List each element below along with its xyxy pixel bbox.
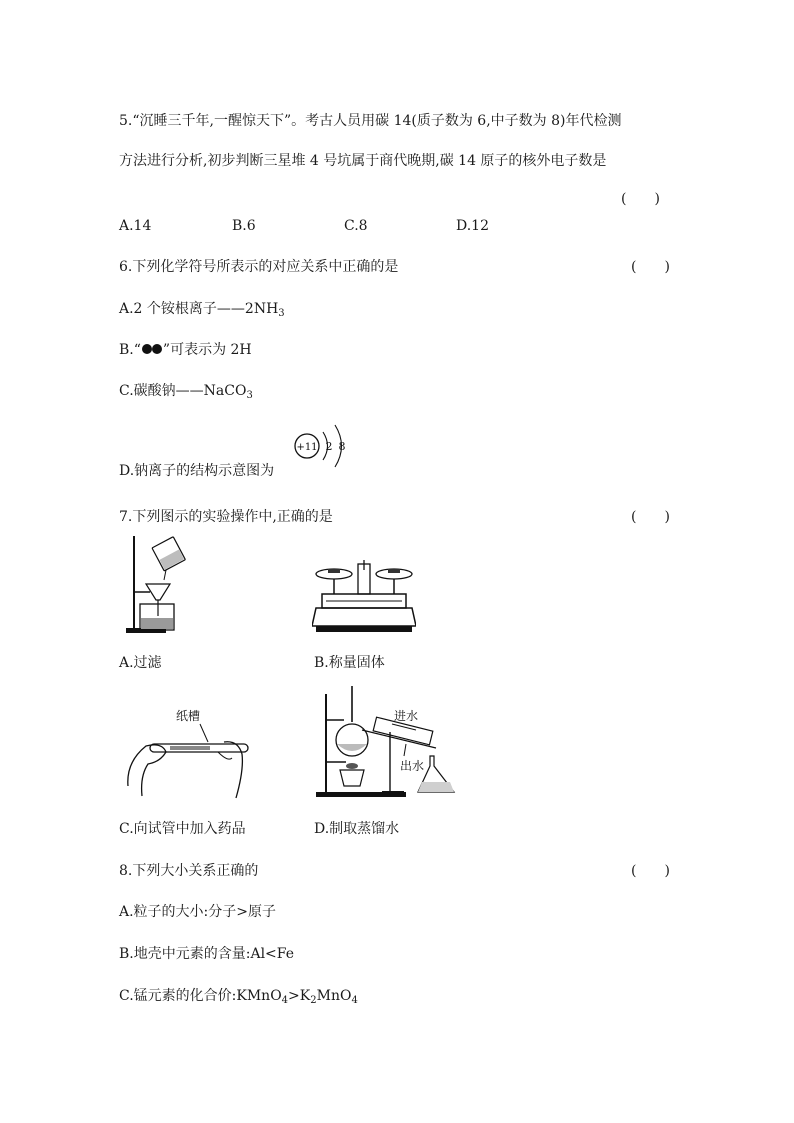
q7-stem: 7.下列图示的实验操作中,正确的是 <box>119 509 333 525</box>
two-atoms-icon <box>141 343 163 355</box>
ion-shell2-electrons: 8 <box>338 440 346 453</box>
sodium-ion-structure-diagram <box>292 420 358 476</box>
q6-option-b-pre: B.“ <box>119 342 141 358</box>
label-water-out: 出水 <box>400 759 425 773</box>
q6-option-c <box>119 380 253 401</box>
q8-option-b: B.地壳中元素的含量:Al<Fe <box>119 946 295 962</box>
q6-option-b <box>119 339 252 359</box>
q8-answer-paren: ( ) <box>631 863 670 879</box>
ion-nucleus-charge: +11 <box>296 442 318 453</box>
q6-option-a-text: A.2 个铵根离子——2NH <box>119 301 279 317</box>
q5-option-b: B.6 <box>232 218 256 234</box>
q8-stem: 8.下列大小关系正确的 <box>119 863 259 879</box>
q5-stem-line2: 方法进行分析,初步判断三星堆 4 号坑属于商代晚期,碳 14 原子的核外电子数是 <box>119 153 607 169</box>
q7-caption-d: D.制取蒸馏水 <box>314 821 400 837</box>
q6-option-c-text: C.碳酸钠——NaCO <box>119 383 247 399</box>
label-paper-trough: 纸槽 <box>176 709 201 723</box>
q5-stem-line1: 5.“沉睡三千年,一醒惊天下”。考古人员用碳 14(质子数为 6,中子数为 8)年代检测 <box>119 113 622 129</box>
q8-option-c-mid: >K <box>288 988 311 1004</box>
q6-answer-paren: ( ) <box>631 259 670 275</box>
balance-figure <box>312 560 416 636</box>
q6-option-d: D.钠离子的结构示意图为 <box>119 463 275 479</box>
q6-option-a-sub: 3 <box>278 308 285 319</box>
q8-option-a: A.粒子的大小:分子>原子 <box>119 904 277 920</box>
q5-option-d: D.12 <box>456 218 489 234</box>
q5-answer-paren: ( ) <box>621 191 660 207</box>
q5-option-c: C.8 <box>344 218 368 234</box>
q8-option-c <box>119 985 358 1006</box>
q6-stem: 6.下列化学符号所表示的对应关系中正确的是 <box>119 259 399 275</box>
ion-shell1-electrons: 2 <box>325 440 333 453</box>
q7-answer-paren: ( ) <box>631 509 670 525</box>
q8-option-c-sub2: 2 <box>310 995 317 1006</box>
q7-caption-b: B.称量固体 <box>314 655 385 671</box>
q8-option-c-mid2: MnO <box>316 988 352 1004</box>
q8-option-c-pre: C.锰元素的化合价:KMnO <box>119 988 282 1004</box>
q8-option-c-sub3: 4 <box>351 995 358 1006</box>
q6-option-a <box>119 298 285 319</box>
q6-option-c-sub: 3 <box>246 390 253 401</box>
q8-option-c-sub1: 4 <box>281 995 289 1006</box>
q7-caption-c: C.向试管中加入药品 <box>119 821 246 837</box>
q5-option-a: A.14 <box>119 218 152 234</box>
distillation-figure <box>316 686 464 800</box>
label-water-in: 进水 <box>394 709 419 723</box>
filtration-figure <box>120 530 200 636</box>
q6-option-b-post: ”可表示为 2H <box>162 342 252 358</box>
q7-caption-a: A.过滤 <box>119 655 162 671</box>
paper-trough-figure <box>120 706 250 802</box>
